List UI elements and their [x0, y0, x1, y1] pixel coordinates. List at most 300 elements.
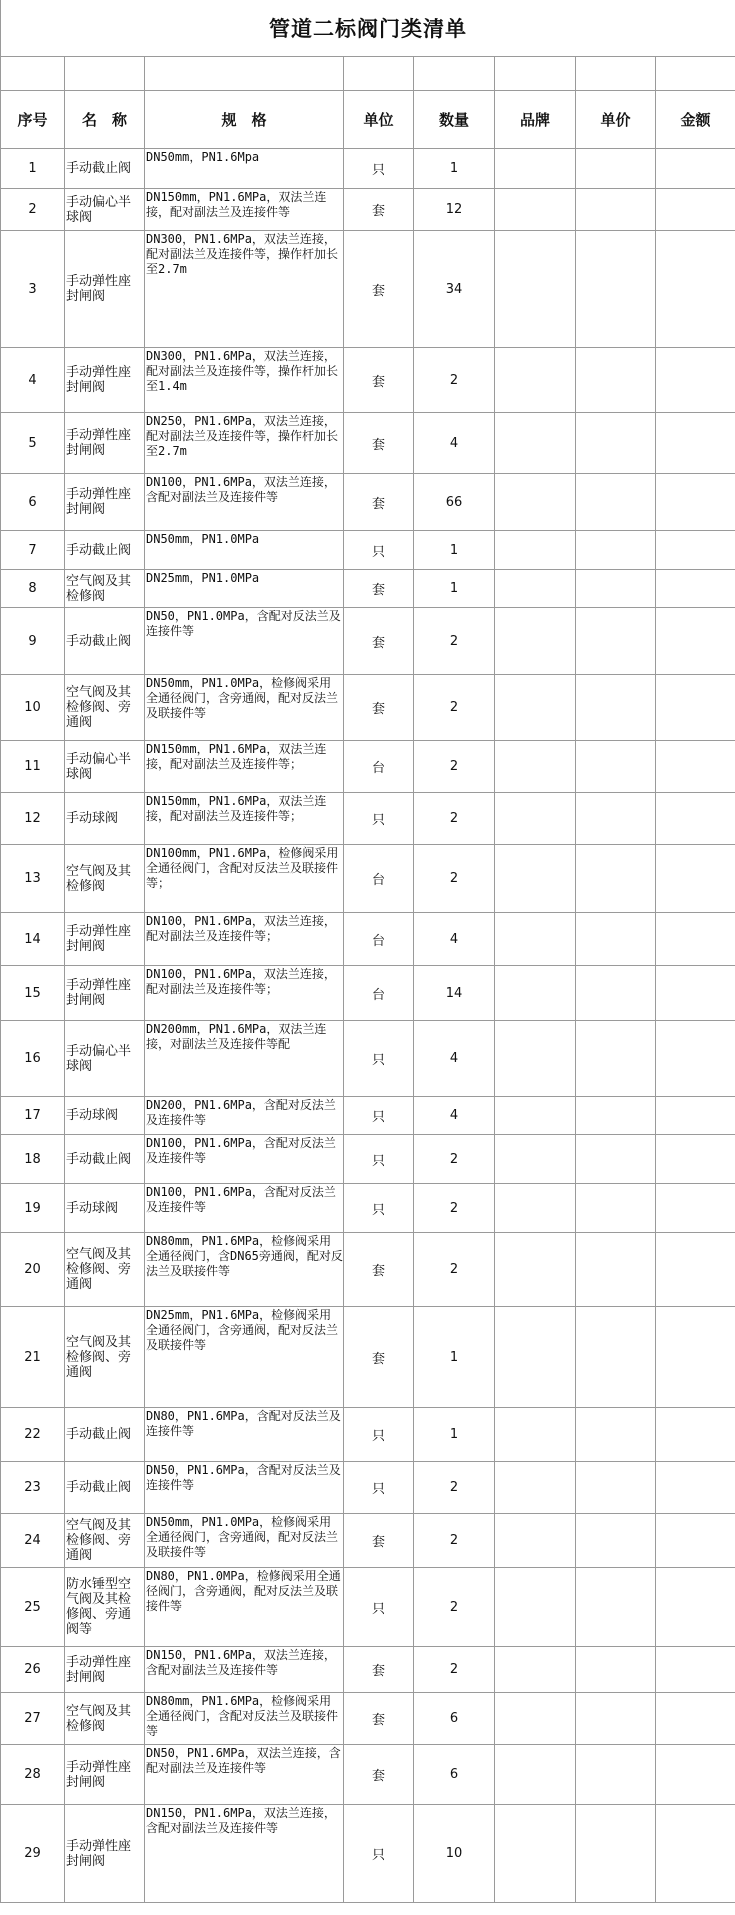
header-amount[interactable]: 金额: [656, 91, 735, 149]
cell-amount[interactable]: [656, 474, 735, 531]
header-spec[interactable]: 规 格: [145, 91, 344, 149]
cell-amount[interactable]: [656, 531, 735, 570]
empty-cell[interactable]: [1, 57, 65, 91]
cell-spec-text: DN150mm，PN1.6MPa，双法兰连接，配对副法兰及连接件等；: [146, 794, 327, 823]
cell-spec[interactable]: [145, 608, 344, 675]
cell-spec-text: DN300，PN1.6MPa，双法兰连接，配对副法兰及连接件等，操作杆加长至1.4m: [146, 349, 339, 393]
cell-qty[interactable]: 4: [414, 1021, 495, 1097]
cell-unit[interactable]: 只: [344, 1462, 414, 1514]
cell-brand[interactable]: [495, 966, 576, 1021]
cell-qty[interactable]: 12: [414, 189, 495, 231]
cell-amount[interactable]: [656, 845, 735, 913]
cell-unit[interactable]: 套: [344, 231, 414, 348]
cell-name[interactable]: 手动偏心半球阀: [65, 189, 145, 231]
empty-cell[interactable]: [65, 57, 145, 91]
cell-amount[interactable]: [656, 1745, 735, 1805]
cell-no[interactable]: 2: [1, 189, 65, 231]
cell-unit[interactable]: 只: [344, 1184, 414, 1233]
cell-spec[interactable]: [145, 845, 344, 913]
cell-brand[interactable]: [495, 1647, 576, 1693]
cell-amount[interactable]: [656, 1097, 735, 1135]
cell-price[interactable]: [576, 474, 656, 531]
cell-spec-text: DN80，PN1.0MPa，检修阀采用全通径阀门，含旁通阀，配对反法兰及联接件等: [146, 1569, 341, 1613]
cell-spec[interactable]: [145, 231, 344, 348]
cell-qty[interactable]: 2: [414, 1568, 495, 1647]
cell-no[interactable]: 22: [1, 1408, 65, 1462]
cell-spec[interactable]: [145, 1233, 344, 1307]
cell-unit[interactable]: 套: [344, 1307, 414, 1408]
cell-spec[interactable]: [145, 474, 344, 531]
cell-qty[interactable]: 2: [414, 1514, 495, 1568]
cell-spec[interactable]: [145, 913, 344, 966]
sheet-title[interactable]: 管道二标阀门类清单: [1, 0, 735, 57]
cell-unit[interactable]: 只: [344, 149, 414, 189]
cell-amount[interactable]: [656, 966, 735, 1021]
cell-unit[interactable]: 只: [344, 793, 414, 845]
cell-price[interactable]: [576, 793, 656, 845]
cell-unit[interactable]: 只: [344, 1408, 414, 1462]
cell-name[interactable]: 手动截止阀: [65, 608, 145, 675]
cell-brand[interactable]: [495, 608, 576, 675]
cell-qty[interactable]: 2: [414, 608, 495, 675]
header-name[interactable]: 名 称: [65, 91, 145, 149]
cell-no[interactable]: 26: [1, 1647, 65, 1693]
cell-spec-text: DN100mm，PN1.6MPa，检修阀采用全通径阀门，含配对反法兰及联接件等；: [146, 846, 339, 890]
table-row: [1, 913, 735, 966]
cell-qty[interactable]: 10: [414, 1805, 495, 1903]
table-row: [1, 1233, 735, 1307]
cell-no[interactable]: 21: [1, 1307, 65, 1408]
cell-name[interactable]: 手动弹性座封闸阀: [65, 348, 145, 413]
cell-amount[interactable]: [656, 1307, 735, 1408]
table-row: [1, 1514, 735, 1568]
cell-no[interactable]: 17: [1, 1097, 65, 1135]
cell-brand[interactable]: [495, 189, 576, 231]
table-row: [1, 1135, 735, 1184]
table-row: [1, 189, 735, 231]
cell-brand[interactable]: [495, 1021, 576, 1097]
cell-price[interactable]: [576, 608, 656, 675]
cell-spec-text: DN100，PN1.6MPa，双法兰连接，含配对副法兰及连接件等: [146, 475, 336, 504]
cell-name[interactable]: 手动截止阀: [65, 149, 145, 189]
cell-brand[interactable]: [495, 348, 576, 413]
cell-price[interactable]: [576, 531, 656, 570]
cell-amount[interactable]: [656, 1462, 735, 1514]
cell-brand[interactable]: [495, 1184, 576, 1233]
cell-no[interactable]: 24: [1, 1514, 65, 1568]
cell-spec[interactable]: [145, 348, 344, 413]
cell-name[interactable]: 手动截止阀: [65, 1135, 145, 1184]
cell-spec[interactable]: [145, 793, 344, 845]
cell-brand[interactable]: [495, 531, 576, 570]
cell-no[interactable]: 5: [1, 413, 65, 474]
cell-no[interactable]: 6: [1, 474, 65, 531]
cell-price[interactable]: [576, 1184, 656, 1233]
cell-unit[interactable]: 套: [344, 1745, 414, 1805]
cell-unit[interactable]: 只: [344, 1097, 414, 1135]
cell-spec-text: DN100，PN1.6MPa，含配对反法兰及连接件等: [146, 1185, 336, 1214]
cell-amount[interactable]: [656, 608, 735, 675]
header-price[interactable]: 单价: [576, 91, 656, 149]
empty-cell[interactable]: [495, 57, 576, 91]
cell-no[interactable]: 15: [1, 966, 65, 1021]
table-row: [1, 1805, 735, 1903]
cell-spec[interactable]: [145, 675, 344, 741]
cell-name[interactable]: 空气阀及其检修阀、旁通阀: [65, 1514, 145, 1568]
cell-brand[interactable]: [495, 1408, 576, 1462]
cell-no[interactable]: 23: [1, 1462, 65, 1514]
cell-spec-text: DN200mm，PN1.6MPa，双法兰连接，对副法兰及连接件等配: [146, 1022, 327, 1051]
empty-cell[interactable]: [656, 57, 735, 91]
cell-brand[interactable]: [495, 913, 576, 966]
cell-amount[interactable]: [656, 1514, 735, 1568]
cell-qty[interactable]: 6: [414, 1745, 495, 1805]
cell-name[interactable]: 空气阀及其检修阀、旁通阀: [65, 675, 145, 741]
cell-spec-text: DN25mm，PN1.6MPa，检修阀采用全通径阀门，含旁通阀，配对反法兰及联接件等: [146, 1308, 339, 1352]
cell-amount[interactable]: [656, 1805, 735, 1903]
cell-no[interactable]: 28: [1, 1745, 65, 1805]
cell-amount[interactable]: [656, 1408, 735, 1462]
cell-name[interactable]: 手动弹性座封闸阀: [65, 1745, 145, 1805]
cell-price[interactable]: [576, 1462, 656, 1514]
cell-brand[interactable]: [495, 1307, 576, 1408]
cell-price[interactable]: [576, 348, 656, 413]
cell-spec-text: DN80，PN1.6MPa，含配对反法兰及连接件等: [146, 1409, 341, 1438]
table-row: [1, 741, 735, 793]
cell-price[interactable]: [576, 741, 656, 793]
cell-amount[interactable]: [656, 1568, 735, 1647]
cell-qty[interactable]: 1: [414, 1307, 495, 1408]
cell-amount[interactable]: [656, 675, 735, 741]
header-qty[interactable]: 数量: [414, 91, 495, 149]
cell-brand[interactable]: [495, 675, 576, 741]
cell-no[interactable]: 3: [1, 231, 65, 348]
cell-unit[interactable]: 只: [344, 1568, 414, 1647]
empty-cell[interactable]: [145, 57, 344, 91]
empty-cell[interactable]: [344, 57, 414, 91]
header-no[interactable]: 序号: [1, 91, 65, 149]
table-row: [1, 231, 735, 348]
cell-price[interactable]: [576, 913, 656, 966]
cell-spec[interactable]: [145, 1647, 344, 1693]
cell-no[interactable]: 25: [1, 1568, 65, 1647]
cell-amount[interactable]: [656, 1647, 735, 1693]
cell-qty[interactable]: 6: [414, 1693, 495, 1745]
cell-spec-text: DN100，PN1.6MPa，双法兰连接，配对副法兰及连接件等；: [146, 967, 336, 996]
header-unit[interactable]: 单位: [344, 91, 414, 149]
cell-price[interactable]: [576, 1745, 656, 1805]
cell-brand[interactable]: [495, 149, 576, 189]
cell-spec-text: DN50mm，PN1.0MPa: [146, 532, 260, 546]
cell-qty[interactable]: 2: [414, 348, 495, 413]
table-row: [1, 966, 735, 1021]
cell-price[interactable]: [576, 1647, 656, 1693]
cell-name[interactable]: 手动弹性座封闸阀: [65, 231, 145, 348]
cell-price[interactable]: [576, 1693, 656, 1745]
cell-qty[interactable]: 66: [414, 474, 495, 531]
cell-spec-text: DN50，PN1.0MPa，含配对反法兰及连接件等: [146, 609, 341, 638]
cell-unit[interactable]: 套: [344, 570, 414, 608]
cell-qty[interactable]: 1: [414, 149, 495, 189]
cell-no[interactable]: 29: [1, 1805, 65, 1903]
table-row: [1, 413, 735, 474]
cell-spec-text: DN50，PN1.6MPa，含配对反法兰及连接件等: [146, 1463, 341, 1492]
cell-price[interactable]: [576, 675, 656, 741]
cell-amount[interactable]: [656, 570, 735, 608]
cell-spec[interactable]: [145, 413, 344, 474]
cell-amount[interactable]: [656, 1135, 735, 1184]
cell-brand[interactable]: [495, 845, 576, 913]
cell-spec-text: DN250，PN1.6MPa，双法兰连接，配对副法兰及连接件等，操作杆加长至2.7m: [146, 414, 339, 458]
cell-qty[interactable]: 2: [414, 1233, 495, 1307]
cell-name[interactable]: 空气阀及其检修阀: [65, 570, 145, 608]
cell-no[interactable]: 20: [1, 1233, 65, 1307]
table-row: [1, 1745, 735, 1805]
cell-amount[interactable]: [656, 149, 735, 189]
cell-spec-text: DN50，PN1.6MPa，双法兰连接，含配对副法兰及连接件等: [146, 1746, 341, 1775]
cell-qty[interactable]: 1: [414, 531, 495, 570]
table-row: [1, 608, 735, 675]
cell-spec[interactable]: [145, 966, 344, 1021]
cell-qty[interactable]: 2: [414, 741, 495, 793]
cell-name[interactable]: 手动弹性座封闸阀: [65, 1647, 145, 1693]
cell-name[interactable]: 手动偏心半球阀: [65, 1021, 145, 1097]
cell-name[interactable]: 手动截止阀: [65, 531, 145, 570]
cell-brand[interactable]: [495, 1514, 576, 1568]
cell-spec-text: DN100，PN1.6MPa，含配对反法兰及连接件等: [146, 1136, 336, 1165]
cell-price[interactable]: [576, 966, 656, 1021]
table-row: [1, 675, 735, 741]
cell-name[interactable]: 手动球阀: [65, 1097, 145, 1135]
cell-amount[interactable]: [656, 189, 735, 231]
cell-spec[interactable]: [145, 149, 344, 189]
cell-name[interactable]: 手动截止阀: [65, 1408, 145, 1462]
cell-brand[interactable]: [495, 231, 576, 348]
cell-name[interactable]: 手动弹性座封闸阀: [65, 966, 145, 1021]
cell-unit[interactable]: 台: [344, 913, 414, 966]
table-row: [1, 531, 735, 570]
cell-brand[interactable]: [495, 1135, 576, 1184]
cell-name[interactable]: 手动截止阀: [65, 1462, 145, 1514]
cell-brand[interactable]: [495, 1462, 576, 1514]
table-row: [1, 1097, 735, 1135]
cell-name[interactable]: 手动弹性座封闸阀: [65, 474, 145, 531]
cell-qty[interactable]: 2: [414, 793, 495, 845]
cell-spec[interactable]: [145, 1135, 344, 1184]
cell-qty[interactable]: 4: [414, 413, 495, 474]
cell-name[interactable]: 手动偏心半球阀: [65, 741, 145, 793]
cell-no[interactable]: 10: [1, 675, 65, 741]
cell-name[interactable]: 空气阀及其检修阀: [65, 845, 145, 913]
cell-spec-text: DN50mm，PN1.0MPa，检修阀采用全通径阀门，含旁通阀，配对反法兰及联接件等: [146, 1515, 339, 1559]
cell-spec-text: DN200，PN1.6MPa，含配对反法兰及连接件等: [146, 1098, 336, 1127]
table-row: [1, 1307, 735, 1408]
cell-amount[interactable]: [656, 1233, 735, 1307]
table-row: [1, 1693, 735, 1745]
cell-price[interactable]: [576, 1135, 656, 1184]
cell-name[interactable]: 手动弹性座封闸阀: [65, 413, 145, 474]
cell-price[interactable]: [576, 149, 656, 189]
cell-amount[interactable]: [656, 348, 735, 413]
cell-unit[interactable]: 套: [344, 474, 414, 531]
cell-qty[interactable]: 2: [414, 1184, 495, 1233]
cell-unit[interactable]: 套: [344, 1514, 414, 1568]
header-brand[interactable]: 品牌: [495, 91, 576, 149]
cell-unit[interactable]: 套: [344, 1647, 414, 1693]
cell-brand[interactable]: [495, 570, 576, 608]
table-row: [1, 149, 735, 189]
cell-name[interactable]: 防水锤型空气阀及其检修阀、旁通阀等: [65, 1568, 145, 1647]
cell-unit[interactable]: 只: [344, 1135, 414, 1184]
cell-no[interactable]: 16: [1, 1021, 65, 1097]
cell-name[interactable]: 空气阀及其检修阀、旁通阀: [65, 1307, 145, 1408]
cell-qty[interactable]: 2: [414, 1462, 495, 1514]
cell-spec-text: DN25mm，PN1.0MPa: [146, 571, 260, 585]
cell-name[interactable]: 空气阀及其检修阀: [65, 1693, 145, 1745]
cell-unit[interactable]: 套: [344, 413, 414, 474]
cell-price[interactable]: [576, 189, 656, 231]
cell-qty[interactable]: 4: [414, 1097, 495, 1135]
empty-cell[interactable]: [414, 57, 495, 91]
cell-name[interactable]: 手动弹性座封闸阀: [65, 1805, 145, 1903]
cell-price[interactable]: [576, 231, 656, 348]
cell-unit[interactable]: 只: [344, 1805, 414, 1903]
header-row: [1, 91, 735, 149]
cell-price[interactable]: [576, 845, 656, 913]
cell-spec[interactable]: [145, 1693, 344, 1745]
cell-brand[interactable]: [495, 1693, 576, 1745]
cell-no[interactable]: 12: [1, 793, 65, 845]
cell-no[interactable]: 19: [1, 1184, 65, 1233]
cell-no[interactable]: 7: [1, 531, 65, 570]
cell-unit[interactable]: 台: [344, 845, 414, 913]
cell-no[interactable]: 14: [1, 913, 65, 966]
cell-brand[interactable]: [495, 1233, 576, 1307]
table-row: [1, 793, 735, 845]
cell-qty[interactable]: 34: [414, 231, 495, 348]
cell-amount[interactable]: [656, 413, 735, 474]
cell-price[interactable]: [576, 1097, 656, 1135]
cell-spec-text: DN150，PN1.6MPa，双法兰连接，含配对副法兰及连接件等: [146, 1648, 336, 1677]
table-row: [1, 1021, 735, 1097]
cell-no[interactable]: 18: [1, 1135, 65, 1184]
cell-spec[interactable]: [145, 570, 344, 608]
table-row: [1, 1184, 735, 1233]
cell-qty[interactable]: 2: [414, 845, 495, 913]
cell-brand[interactable]: [495, 1568, 576, 1647]
cell-unit[interactable]: 只: [344, 1021, 414, 1097]
cell-name[interactable]: 手动弹性座封闸阀: [65, 913, 145, 966]
table-row: [1, 570, 735, 608]
cell-price[interactable]: [576, 1233, 656, 1307]
cell-no[interactable]: 11: [1, 741, 65, 793]
table-row: [1, 474, 735, 531]
cell-qty[interactable]: 1: [414, 570, 495, 608]
cell-spec[interactable]: [145, 1514, 344, 1568]
cell-amount[interactable]: [656, 1693, 735, 1745]
cell-spec[interactable]: [145, 1021, 344, 1097]
cell-price[interactable]: [576, 1408, 656, 1462]
cell-price[interactable]: [576, 1514, 656, 1568]
cell-amount[interactable]: [656, 231, 735, 348]
cell-spec[interactable]: [145, 1745, 344, 1805]
empty-cell[interactable]: [576, 57, 656, 91]
cell-qty[interactable]: 4: [414, 913, 495, 966]
cell-no[interactable]: 4: [1, 348, 65, 413]
cell-spec[interactable]: [145, 1097, 344, 1135]
cell-unit[interactable]: 套: [344, 189, 414, 231]
cell-name[interactable]: 手动球阀: [65, 1184, 145, 1233]
cell-amount[interactable]: [656, 741, 735, 793]
cell-unit[interactable]: 套: [344, 348, 414, 413]
cell-amount[interactable]: [656, 913, 735, 966]
cell-unit[interactable]: 套: [344, 608, 414, 675]
cell-name[interactable]: 空气阀及其检修阀、旁通阀: [65, 1233, 145, 1307]
cell-spec-text: DN100，PN1.6MPa，双法兰连接，配对副法兰及连接件等；: [146, 914, 336, 943]
cell-brand[interactable]: [495, 741, 576, 793]
cell-spec[interactable]: [145, 1184, 344, 1233]
cell-brand[interactable]: [495, 1745, 576, 1805]
cell-brand[interactable]: [495, 474, 576, 531]
cell-qty[interactable]: 2: [414, 1647, 495, 1693]
cell-unit[interactable]: 只: [344, 531, 414, 570]
cell-qty[interactable]: 2: [414, 1135, 495, 1184]
cell-no[interactable]: 1: [1, 149, 65, 189]
cell-price[interactable]: [576, 1021, 656, 1097]
table-row: [1, 348, 735, 413]
cell-amount[interactable]: [656, 1184, 735, 1233]
cell-spec[interactable]: [145, 1805, 344, 1903]
table-row: [1, 1647, 735, 1693]
cell-spec[interactable]: [145, 1307, 344, 1408]
cell-name[interactable]: 手动球阀: [65, 793, 145, 845]
cell-price[interactable]: [576, 1568, 656, 1647]
cell-spec[interactable]: [145, 189, 344, 231]
title-row: [1, 0, 735, 57]
cell-price[interactable]: [576, 413, 656, 474]
cell-brand[interactable]: [495, 1805, 576, 1903]
cell-amount[interactable]: [656, 793, 735, 845]
cell-unit[interactable]: 套: [344, 1693, 414, 1745]
cell-no[interactable]: 8: [1, 570, 65, 608]
cell-spec-text: DN300，PN1.6MPa，双法兰连接，配对副法兰及连接件等，操作杆加长至2.7m: [146, 232, 339, 276]
cell-price[interactable]: [576, 1307, 656, 1408]
cell-no[interactable]: 9: [1, 608, 65, 675]
cell-brand[interactable]: [495, 413, 576, 474]
cell-price[interactable]: [576, 570, 656, 608]
cell-amount[interactable]: [656, 1021, 735, 1097]
cell-spec[interactable]: [145, 741, 344, 793]
cell-qty[interactable]: 14: [414, 966, 495, 1021]
cell-qty[interactable]: 2: [414, 675, 495, 741]
cell-price[interactable]: [576, 1805, 656, 1903]
cell-spec[interactable]: [145, 1408, 344, 1462]
blank-row: [1, 57, 735, 91]
cell-unit[interactable]: 套: [344, 675, 414, 741]
cell-spec[interactable]: [145, 1462, 344, 1514]
cell-unit[interactable]: 台: [344, 966, 414, 1021]
cell-no[interactable]: 13: [1, 845, 65, 913]
cell-no[interactable]: 27: [1, 1693, 65, 1745]
cell-spec[interactable]: [145, 531, 344, 570]
cell-brand[interactable]: [495, 793, 576, 845]
cell-qty[interactable]: 1: [414, 1408, 495, 1462]
cell-unit[interactable]: 套: [344, 1233, 414, 1307]
cell-spec-text: DN80mm，PN1.6MPa，检修阀采用全通径阀门，含DN65旁通阀，配对反法兰及联接件等: [146, 1234, 343, 1278]
cell-brand[interactable]: [495, 1097, 576, 1135]
cell-unit[interactable]: 台: [344, 741, 414, 793]
cell-spec[interactable]: [145, 1568, 344, 1647]
